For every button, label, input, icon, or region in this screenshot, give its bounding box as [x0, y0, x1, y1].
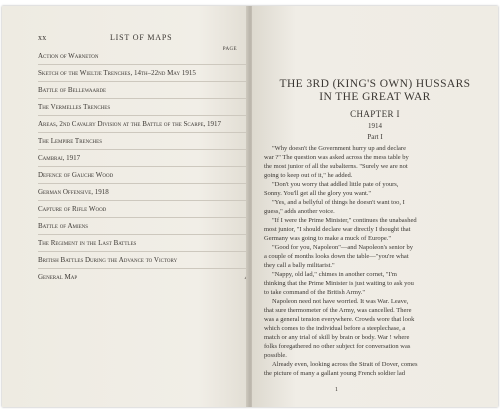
- text-line: to take command of the British Army.": [264, 289, 365, 296]
- part-heading: Part I: [367, 133, 383, 141]
- text-line: most junior, "I should declare war directly I thought that: [264, 226, 411, 233]
- map-list-item: [38, 154, 263, 163]
- map-list-item: [38, 69, 263, 78]
- map-title: Battle of Amiens: [38, 222, 89, 230]
- map-list-item: [38, 103, 263, 112]
- map-divider: [38, 183, 263, 184]
- book-spread: [2, 6, 498, 407]
- map-title: Areas, 2nd Cavalry Division at the Battle of the Scarpe, 1917: [38, 120, 222, 128]
- text-line: "Why doesn't the Government hurry up and declare: [272, 145, 406, 152]
- map-title: General Map: [38, 273, 78, 281]
- text-line: the picture of many a gallant young French soldier lad: [264, 370, 405, 377]
- map-list-item: [38, 239, 263, 248]
- map-list-item: [38, 256, 263, 265]
- text-line: was a general tension everywhere. Crowds wore that look: [264, 316, 415, 323]
- text-line: match or any trial of skill by brain or body. War ! where: [264, 334, 410, 341]
- map-list-item: [38, 120, 263, 129]
- text-line: that sure thermometer of the Army, was cancelled. There: [264, 307, 412, 314]
- year-heading: 1914: [368, 122, 382, 130]
- map-list-item: [38, 205, 263, 214]
- map-divider: [38, 200, 263, 201]
- map-list-item: [38, 273, 263, 282]
- map-list-item: [38, 86, 263, 95]
- text-line: Napoleon need not have worried. It was War. Leave,: [272, 298, 409, 305]
- map-title: Cambrai, 1917: [38, 154, 81, 162]
- text-line: Germany was going to make a muck of Europe.": [264, 235, 392, 242]
- map-divider: [38, 132, 263, 133]
- book-title-line-2: IN THE GREAT WAR: [319, 91, 431, 103]
- map-divider: [38, 64, 263, 65]
- map-title: The Lempire Trenches: [38, 137, 102, 145]
- text-line: "Yes, and a bellyful of things he doesn't want too, I: [272, 199, 405, 206]
- map-title: Action of Warneton: [38, 52, 99, 60]
- map-divider: [38, 166, 263, 167]
- text-line: they call a bally militarist.": [264, 262, 335, 269]
- map-list-item: [38, 222, 263, 231]
- map-title: Defence of Gauche Wood: [38, 171, 114, 179]
- map-title: The Regiment in the Last Battles: [38, 239, 137, 247]
- map-divider: [38, 115, 263, 116]
- map-divider: [38, 98, 263, 99]
- printer-signature: 1: [335, 387, 338, 393]
- text-line: going to keep out of it," he added.: [264, 172, 353, 179]
- text-line: Already even, looking across the Strait of Dover, comes: [272, 361, 418, 368]
- chapter-heading: CHAPTER I: [350, 109, 400, 119]
- running-title: LIST OF MAPS: [110, 33, 173, 42]
- map-title: British Battles During the Advance to Victory: [38, 256, 178, 264]
- text-line: "Don't you worry that addled little pate of yours,: [272, 181, 399, 188]
- left-page: [2, 6, 248, 407]
- page-column-label: PAGE: [222, 47, 237, 52]
- book-title: [260, 78, 490, 104]
- list-of-maps: [38, 52, 263, 282]
- text-line: folks foregathered no other subject for conversation was: [264, 343, 411, 350]
- map-list-item: [38, 188, 263, 197]
- map-divider: [38, 149, 263, 150]
- right-page: [252, 6, 498, 407]
- body-text: [264, 144, 488, 378]
- map-divider: [38, 234, 263, 235]
- text-line: "Good for you, Napoleon"—and Napoleon's senior by: [272, 244, 413, 251]
- map-title: Capture of Rifle Wood: [38, 205, 107, 213]
- text-line: which comes to the individual before a steeplechase, a: [264, 325, 406, 332]
- map-list-item: [38, 52, 263, 61]
- map-divider: [38, 217, 263, 218]
- map-list-item: [38, 137, 263, 146]
- text-line: a couple of months looks down the table—"you're what: [264, 253, 409, 260]
- text-line: guess," adds another voice.: [264, 208, 335, 215]
- map-title: The Vermelles Trenches: [38, 103, 111, 111]
- text-line: Sonny. You'll get all the glory you want.": [264, 190, 372, 197]
- book-title-line-1: THE 3RD (KING'S OWN) HUSSARS: [279, 78, 471, 90]
- map-divider: [38, 81, 263, 82]
- text-line: thinking that the Prime Minister is just waiting to ask you: [264, 280, 414, 287]
- map-list-item: [38, 171, 263, 180]
- map-divider: [38, 251, 263, 252]
- page-number: xx: [38, 33, 47, 42]
- map-title: Battle of Bellewaarde: [38, 86, 107, 94]
- map-title: German Offensive, 1918: [38, 188, 109, 196]
- text-line: the most junior of all the subalterns. "Surely we are not: [264, 163, 408, 170]
- text-line: possible.: [264, 352, 287, 359]
- text-line: war ?" The question was asked across the mess table by: [264, 154, 409, 161]
- map-divider: [38, 268, 263, 269]
- map-title: Sketch of the Wieltje Trenches, 14th–22nd May 1915: [38, 69, 196, 77]
- text-line: "Nappy, old lad," chimes in another cornet, "I'm: [272, 271, 397, 278]
- text-line: "If I were the Prime Minister," continues the unabashed: [272, 217, 417, 224]
